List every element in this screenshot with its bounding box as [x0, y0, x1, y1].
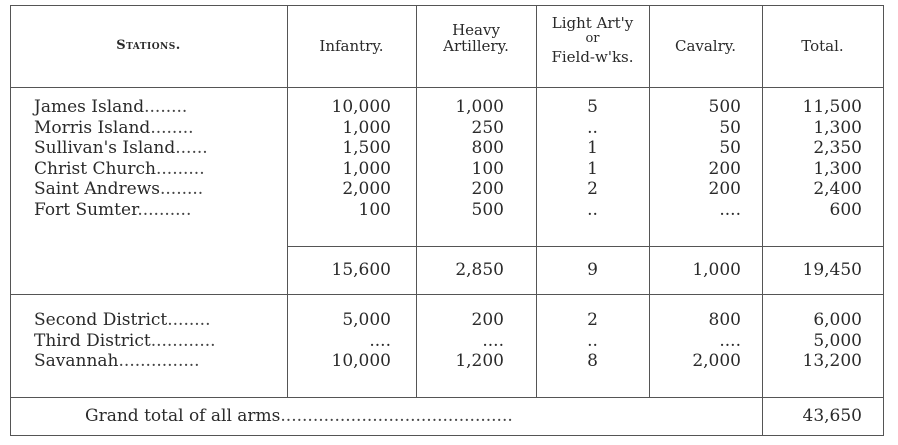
header-stations: Stations.	[116, 38, 181, 53]
cell-station	[34, 118, 194, 138]
cell-station	[34, 351, 200, 371]
cell-heavy-artillery: 200	[471, 310, 504, 330]
cell-cavalry: ....	[719, 199, 741, 220]
cell-light-artillery: 5	[587, 97, 598, 117]
subtotal-total: 19,450	[802, 260, 862, 280]
cell-heavy-artillery: 1,000	[455, 97, 504, 117]
cell-total: 2,400	[813, 179, 862, 199]
station-name: Sullivan's Island	[34, 138, 176, 158]
grand-total-dots: ...........................................	[280, 406, 513, 426]
leader-dots: .........	[155, 158, 205, 179]
station-name: Savannah	[34, 351, 119, 371]
cell-station	[34, 159, 205, 179]
cell-total: 11,500	[802, 97, 862, 117]
header-infantry: Infantry.	[319, 37, 384, 55]
cell-light-artillery: 1	[587, 138, 598, 158]
cell-infantry: 1,000	[342, 158, 391, 179]
header-light-line1: Light Art'y	[551, 14, 634, 32]
garrison-table	[10, 5, 884, 436]
cell-light-artillery: ..	[587, 330, 598, 351]
cell-light-artillery: 8	[587, 351, 598, 371]
cell-total: 2,350	[813, 138, 862, 158]
cell-total: 13,200	[802, 351, 862, 371]
subtotal-cavalry: 1,000	[692, 260, 741, 280]
cell-infantry: 100	[358, 199, 391, 220]
grand-total-label	[85, 406, 513, 426]
grand-total-value: 43,650	[802, 406, 862, 426]
cell-station	[34, 200, 191, 220]
cell-total: 1,300	[813, 117, 862, 138]
cell-heavy-artillery: 100	[471, 158, 504, 179]
cell-total: 1,300	[813, 158, 862, 179]
cell-infantry: 10,000	[331, 97, 391, 117]
leader-dots: ..........	[137, 199, 192, 220]
cell-cavalry: 50	[719, 117, 741, 138]
leader-dots: ........	[167, 310, 211, 330]
station-name: Second District	[34, 310, 168, 330]
header-heavy-line1: Heavy	[452, 21, 500, 39]
cell-heavy-artillery: 500	[471, 199, 504, 220]
cell-cavalry: 800	[708, 310, 741, 330]
header-heavy-artillery	[416, 22, 536, 54]
header-light-line2: or	[585, 31, 600, 46]
table-border-right	[883, 5, 884, 436]
subtotal-light: 9	[587, 260, 598, 280]
cell-heavy-artillery: 200	[471, 179, 504, 199]
station-name: Third District	[34, 330, 151, 351]
header-divider	[10, 87, 884, 88]
station-name: Fort Sumter	[34, 199, 138, 220]
station-name: Morris Island	[34, 117, 151, 138]
cell-heavy-artillery: 250	[471, 117, 504, 138]
header-light-line3: Field-w'ks.	[551, 48, 634, 66]
cell-station	[34, 138, 208, 158]
grand-total-rule	[10, 397, 884, 398]
cell-total: 5,000	[813, 330, 862, 351]
group-divider	[10, 294, 884, 295]
grand-total-text: Grand total of all arms	[85, 406, 281, 426]
table-border-top	[10, 5, 884, 6]
cell-infantry: 1,500	[342, 138, 391, 158]
cell-light-artillery: ..	[587, 199, 598, 220]
cell-infantry: 5,000	[342, 310, 391, 330]
col-line-5	[762, 5, 763, 436]
leader-dots: ............	[150, 330, 216, 351]
subtotal-heavy: 2,850	[455, 260, 504, 280]
cell-infantry: 2,000	[342, 179, 391, 199]
cell-light-artillery: ..	[587, 117, 598, 138]
cell-light-artillery: 2	[587, 179, 598, 199]
leader-dots: ...............	[118, 351, 200, 371]
cell-cavalry: 200	[708, 179, 741, 199]
station-name: Christ Church	[34, 158, 156, 179]
header-cavalry: Cavalry.	[674, 37, 737, 55]
cell-infantry: 1,000	[342, 117, 391, 138]
leader-dots: ......	[175, 138, 208, 158]
cell-light-artillery: 1	[587, 158, 598, 179]
station-name: Saint Andrews	[34, 179, 160, 199]
cell-station	[34, 310, 210, 330]
header-total: Total.	[801, 37, 844, 55]
cell-station	[34, 331, 216, 351]
header-light-artillery	[536, 15, 649, 65]
cell-infantry: 10,000	[331, 351, 391, 371]
subtotal-infantry: 15,600	[331, 260, 391, 280]
cell-cavalry: 200	[708, 158, 741, 179]
cell-station	[34, 179, 203, 199]
table-border-bottom	[10, 435, 884, 436]
cell-cavalry: 50	[719, 138, 741, 158]
cell-light-artillery: 2	[587, 310, 598, 330]
cell-cavalry: 500	[708, 97, 741, 117]
cell-heavy-artillery: 1,200	[455, 351, 504, 371]
cell-heavy-artillery: ....	[482, 330, 504, 351]
station-name: James Island	[34, 97, 145, 117]
leader-dots: ........	[144, 97, 188, 117]
cell-infantry: ....	[369, 330, 391, 351]
cell-heavy-artillery: 800	[471, 138, 504, 158]
leader-dots: ........	[150, 117, 194, 138]
table-border-left	[10, 5, 11, 436]
header-heavy-line2: Artillery.	[443, 37, 509, 55]
cell-cavalry: ....	[719, 330, 741, 351]
cell-station	[34, 97, 187, 117]
subtotal-rule	[287, 246, 884, 247]
cell-total: 600	[829, 199, 862, 220]
cell-total: 6,000	[813, 310, 862, 330]
leader-dots: ........	[159, 179, 204, 199]
cell-cavalry: 2,000	[692, 351, 741, 371]
